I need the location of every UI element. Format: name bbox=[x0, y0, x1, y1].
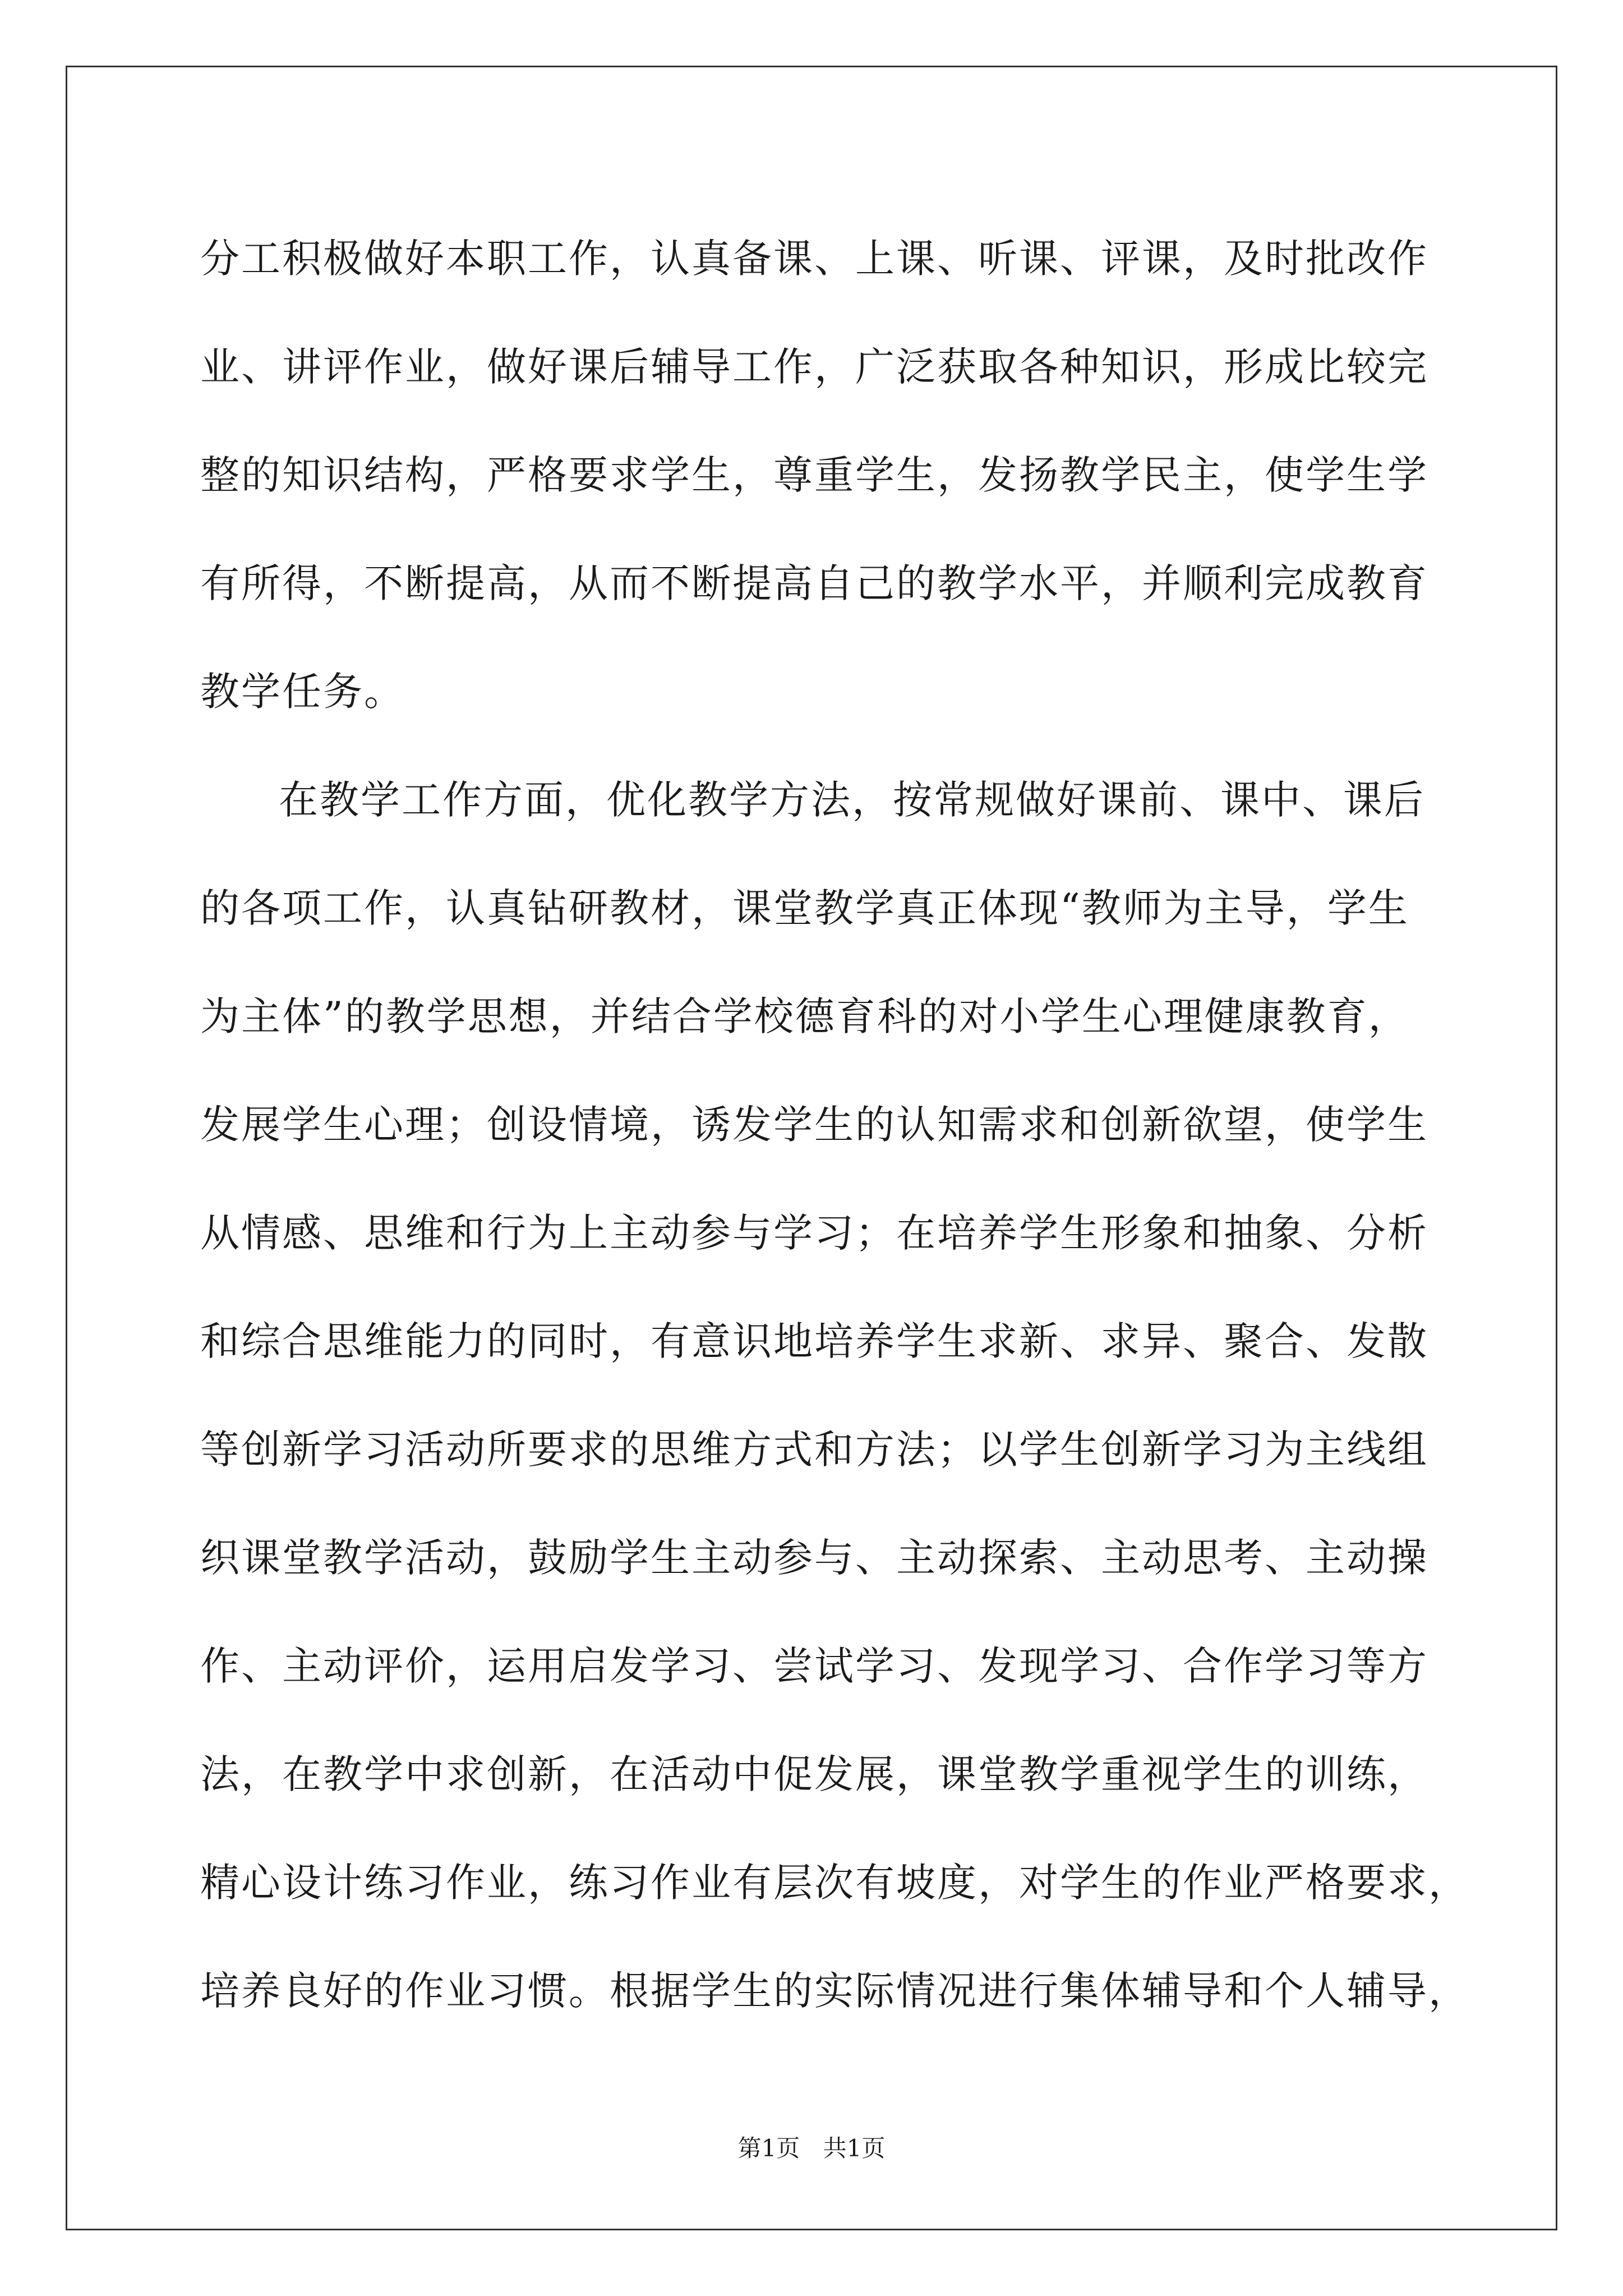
text-line-14: 作、主动评价，运用启发学习、尝试学习、发现学习、合作学习等方 bbox=[200, 1643, 1428, 1689]
page-footer bbox=[0, 2132, 1623, 2165]
text-line-12: 等创新学习活动所要求的思维方式和方法；以学生创新学习为主线组 bbox=[200, 1427, 1428, 1473]
document-body bbox=[200, 205, 1469, 2045]
text-line-15: 法，在教学中求创新，在活动中促发展，课堂教学重视学生的训练， bbox=[200, 1751, 1428, 1797]
text-line-13: 织课堂教学活动，鼓励学生主动参与、主动探索、主动思考、主动操 bbox=[200, 1535, 1428, 1581]
text-line-16: 精心设计练习作业，练习作业有层次有坡度，对学生的作业严格要求， bbox=[200, 1860, 1469, 1906]
text-line-7: 的各项工作，认真钻研教材，课堂教学真正体现“教师为主导，学生 bbox=[200, 885, 1409, 931]
text-line-5: 教学任务。 bbox=[200, 669, 405, 715]
text-line-2: 业、讲评作业，做好课后辅导工作，广泛获取各种知识，形成比较完 bbox=[200, 344, 1428, 390]
text-line-17: 培养良好的作业习惯。根据学生的实际情况进行集体辅导和个人辅导， bbox=[200, 1968, 1469, 2014]
text-line-1: 分工积极做好本职工作，认真备课、上课、听课、评课，及时批改作 bbox=[200, 236, 1428, 282]
text-line-8: 为主体”的教学思想，并结合学校德育科的对小学生心理健康教育， bbox=[200, 993, 1409, 1039]
page-total: 共1页 bbox=[823, 2134, 886, 2162]
text-line-3: 整的知识结构，严格要求学生，尊重学生，发扬教学民主，使学生学 bbox=[200, 452, 1428, 498]
text-line-6: 在教学工作方面，优化教学方法，按常规做好课前、课中、课后 bbox=[279, 777, 1425, 823]
text-line-4: 有所得，不断提高，从而不断提高自己的教学水平，并顺利完成教育 bbox=[200, 560, 1428, 606]
text-line-10: 从情感、思维和行为上主动参与学习；在培养学生形象和抽象、分析 bbox=[200, 1210, 1428, 1256]
page-number: 第1页 bbox=[737, 2134, 800, 2162]
text-line-9: 发展学生心理；创设情境，诱发学生的认知需求和创新欲望，使学生 bbox=[200, 1102, 1428, 1148]
text-line-11: 和综合思维能力的同时，有意识地培养学生求新、求异、聚合、发散 bbox=[200, 1318, 1428, 1364]
